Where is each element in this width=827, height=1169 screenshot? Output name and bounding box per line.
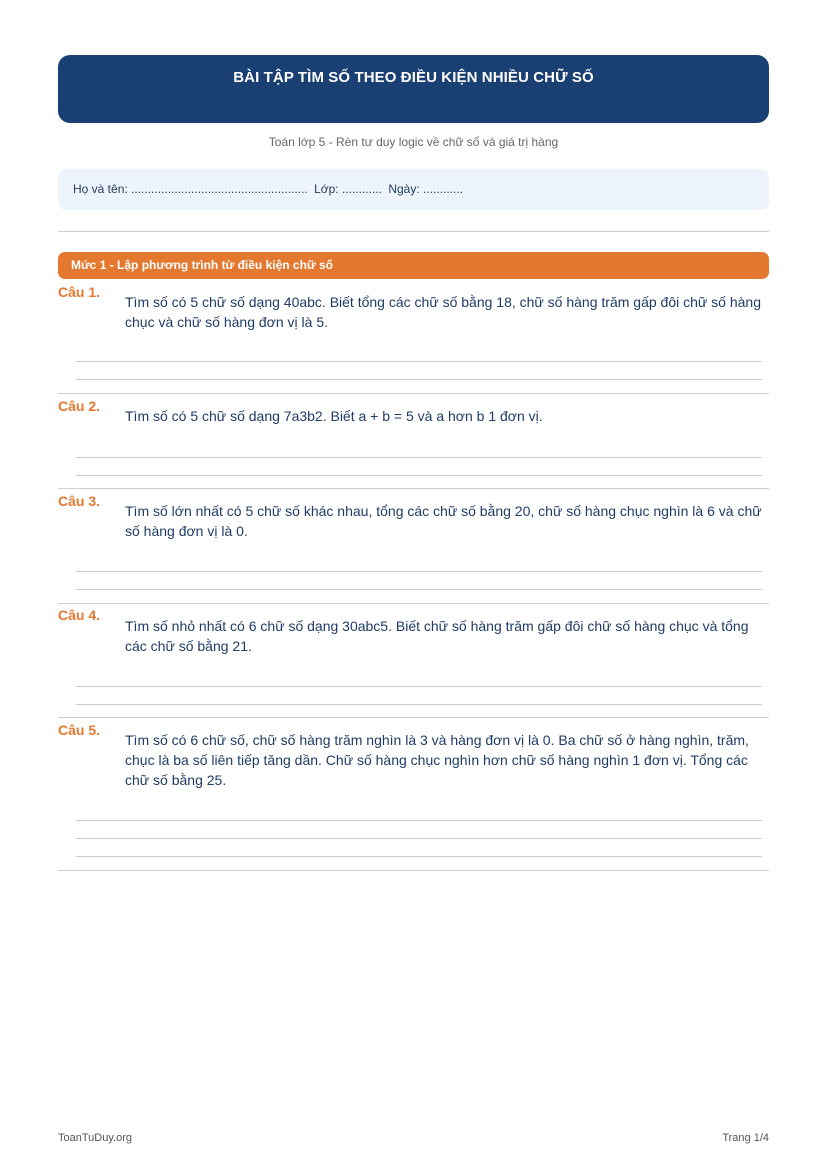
answer-line bbox=[76, 856, 762, 857]
class-field: Lớp: ............ bbox=[314, 182, 382, 196]
answer-line bbox=[76, 457, 762, 458]
answer-line bbox=[76, 704, 762, 705]
divider bbox=[58, 603, 769, 604]
student-name-field: Họ và tên: ..................................................... bbox=[73, 182, 308, 196]
date-field: Ngày: ............ bbox=[388, 182, 464, 196]
question-3-text: Tìm số lớn nhất có 5 chữ số khác nhau, tổng các chữ số bằng 20, chữ số hàng chục nghìn là 6 và chữ số hàng đơn vị là 0. bbox=[125, 503, 762, 539]
answer-line bbox=[76, 571, 762, 572]
level-1-banner bbox=[58, 252, 769, 279]
divider bbox=[58, 717, 769, 718]
divider bbox=[58, 231, 769, 232]
level-title: Mức 1 - Lập phương trình từ điều kiện chữ số bbox=[71, 258, 333, 272]
answer-line bbox=[76, 379, 762, 380]
question-1-label: Câu 1. bbox=[58, 284, 101, 300]
answer-line bbox=[76, 361, 762, 362]
answer-line bbox=[76, 686, 762, 687]
answer-line bbox=[76, 589, 762, 590]
question-1-text: Tìm số có 5 chữ số dạng 40abc. Biết tổng các chữ số bằng 18, chữ số hàng trăm gấp đôi chữ số hàng chục và chữ số hàng đơn vị là 5. bbox=[125, 294, 761, 330]
footer-site: ToanTuDuy.org bbox=[58, 1132, 132, 1144]
question-5-text: Tìm số có 6 chữ số, chữ số hàng trăm nghìn là 3 và hàng đơn vị là 0. Ba chữ số ở hàng nghìn, trăm, chục là ba số liên tiếp tăng dần. Chữ số hàng chục nghìn hơn chữ số hàng nghìn 1 đơn vị. Tổng các chữ số bằng 25. bbox=[125, 732, 749, 788]
question-2-label: Câu 2. bbox=[58, 398, 101, 414]
footer-page-number: Trang 1/4 bbox=[722, 1132, 769, 1144]
divider bbox=[58, 488, 769, 489]
worksheet-subtitle: Toán lớp 5 - Rèn tư duy logic về chữ số và giá trị hàng bbox=[268, 135, 559, 149]
divider bbox=[58, 870, 769, 871]
question-4-text: Tìm số nhỏ nhất có 6 chữ số dạng 30abc5. Biết chữ số hàng trăm gấp đôi chữ số hàng chục và tổng các chữ số bằng 21. bbox=[125, 618, 749, 654]
answer-line bbox=[76, 838, 762, 839]
question-3-label: Câu 3. bbox=[58, 493, 101, 509]
answer-line bbox=[76, 475, 762, 476]
worksheet-header bbox=[58, 55, 769, 123]
question-4-label: Câu 4. bbox=[58, 607, 101, 623]
worksheet-title: BÀI TẬP TÌM SỐ THEO ĐIỀU KIỆN NHIỀU CHỮ SỐ bbox=[233, 69, 594, 86]
question-2-text: Tìm số có 5 chữ số dạng 7a3b2. Biết a + b = 5 và a hơn b 1 đơn vị. bbox=[125, 408, 543, 424]
question-5-label: Câu 5. bbox=[58, 722, 101, 738]
answer-line bbox=[76, 820, 762, 821]
student-info-box bbox=[58, 169, 769, 210]
divider bbox=[58, 393, 769, 394]
